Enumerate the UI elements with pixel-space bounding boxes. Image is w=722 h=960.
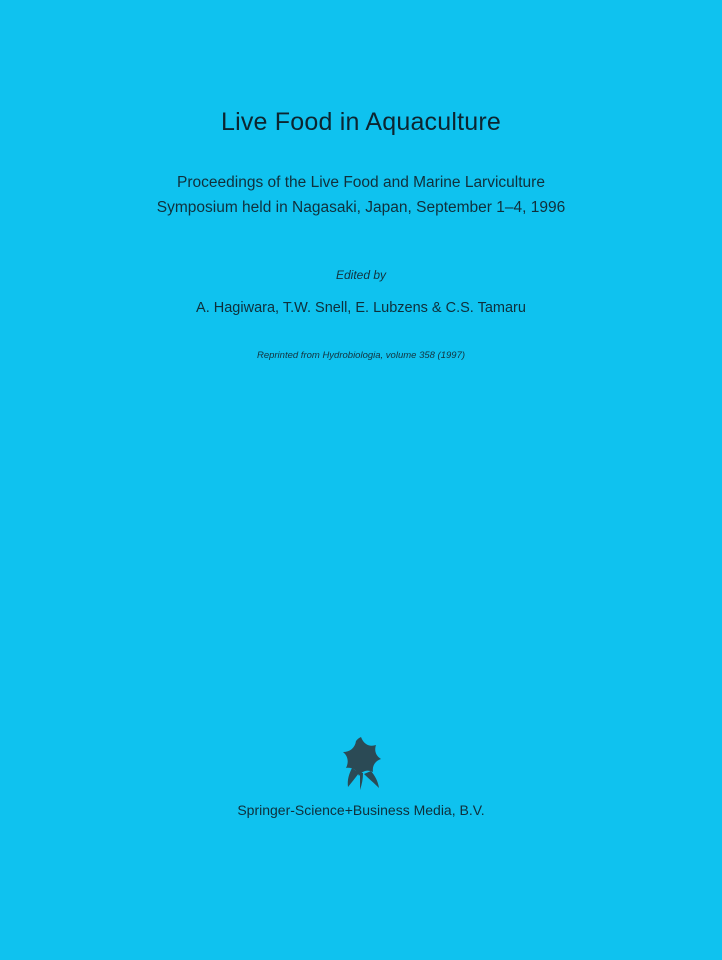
subtitle (157, 170, 565, 220)
edited-by-label: Edited by (335, 268, 387, 282)
publisher-name: Springer-Science+Business Media, B.V. (237, 802, 485, 818)
editors-list: A. Hagiwara, T.W. Snell, E. Lubzens & C.S. Tamaru (196, 300, 526, 316)
publisher-logo (0, 735, 722, 791)
springer-horse-leaf-logo-icon (331, 735, 391, 791)
subtitle-line-1: Proceedings of the Live Food and Marine Larviculture (177, 174, 545, 191)
subtitle-line-2: Symposium held in Nagasaki, Japan, September 1–4, 1996 (156, 199, 566, 216)
page-title: Live Food in Aquaculture (221, 108, 501, 136)
reprint-note: Reprinted from Hydrobiologia, volume 358 (1997) (256, 350, 466, 361)
